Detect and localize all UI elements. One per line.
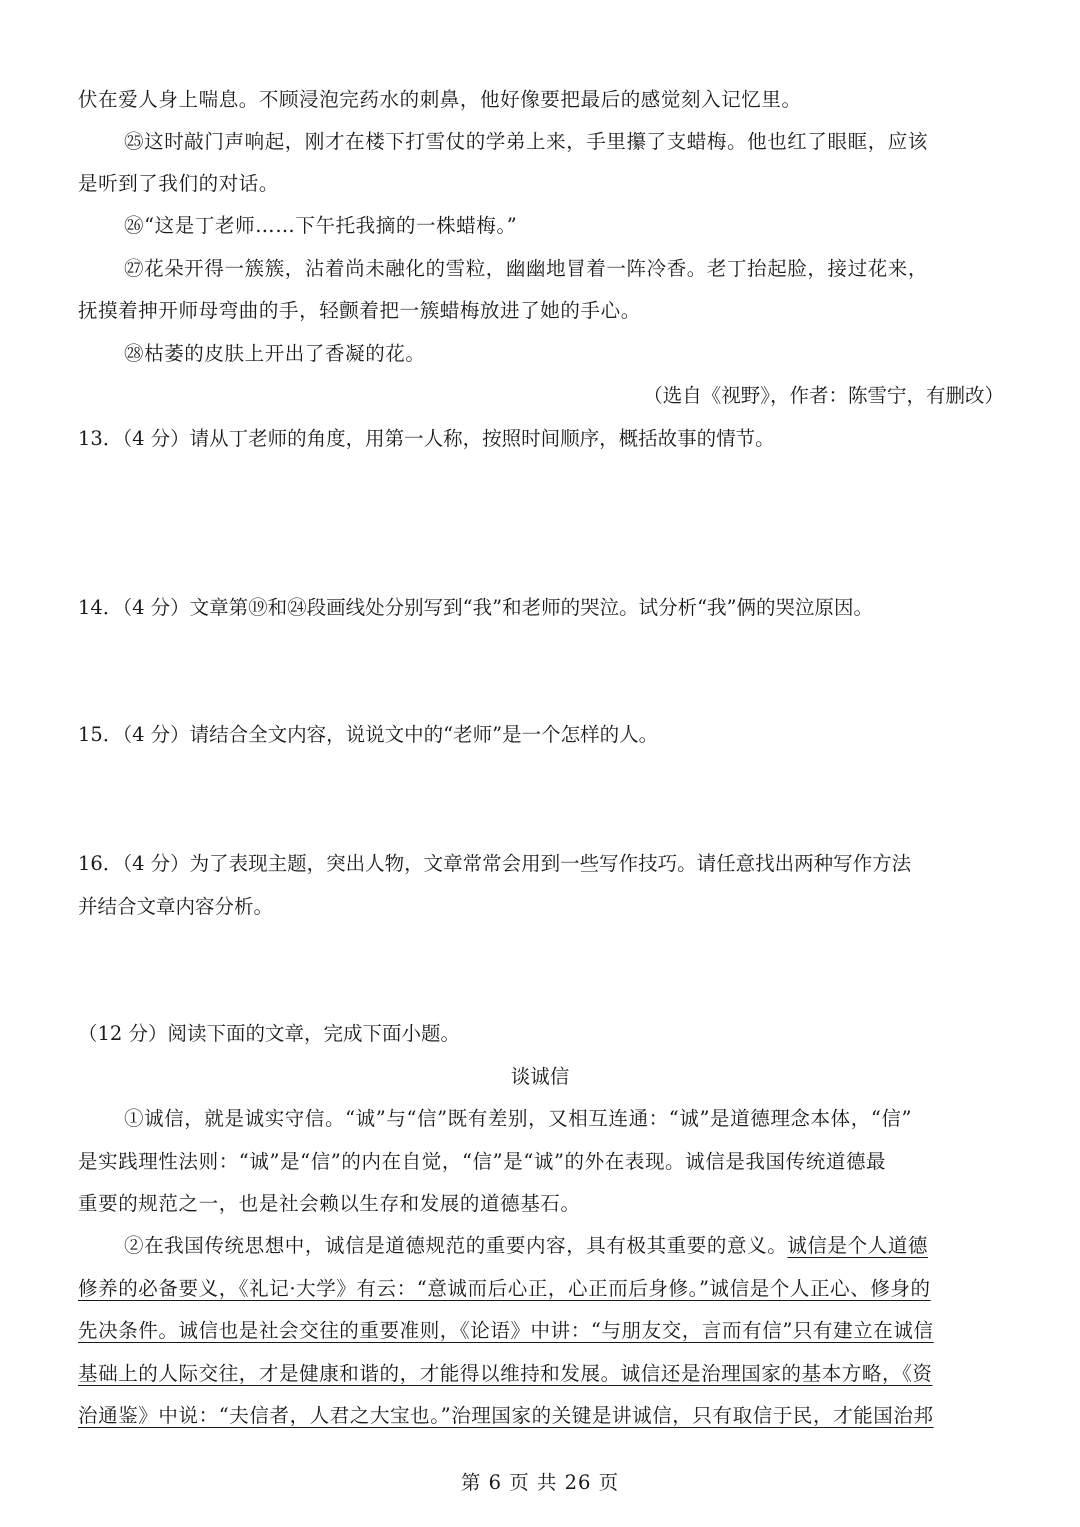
question-16: 16．（4 分）为了表现主题，突出人物，文章常常会用到一些写作技巧。请任意找出两种写作方法 — [78, 852, 912, 875]
story-line-6: 抚摸着抻开师母弯曲的手，轻颤着把一簇蜡梅放进了她的手心。 — [78, 299, 641, 322]
story-line-1: 伏在爱人身上喘息。不顾浸泡完药水的刺鼻，他好像要把最后的感觉刻入记忆里。 — [78, 88, 802, 111]
article-p2-plain: ②在我国传统思想中，诚信是道德规范的重要内容，具有极其重要的意义。 — [124, 1234, 788, 1257]
article-p2-line2: 修养的必备要义，《礼记·大学》有云：“意诚而后心正，心正而后身修。”诚信是个人正心、修身的 — [78, 1277, 931, 1300]
article-p2-line5: 治通鉴》中说：“夫信者，人君之大宝也。”治理国家的关键是讲诚信，只有取信于民，才能国治邦 — [78, 1404, 934, 1427]
story-paragraph-25: ㉕这时敲门声响起，刚才在楼下打雪仗的学弟上来，手里攥了支蜡梅。他也红了眼眶，应该 — [124, 130, 929, 153]
article-title: 谈诚信 — [510, 1065, 570, 1088]
story-paragraph-28: ㉘枯萎的皮肤上开出了香凝的花。 — [124, 342, 426, 365]
story-line-3: 是听到了我们的对话。 — [78, 172, 280, 195]
question-14: 14．（4 分）文章第⑲和㉔段画线处分别写到“我”和老师的哭泣。试分析“我”俩的哭泣原因。 — [78, 596, 874, 619]
article-p2-line1 — [124, 1232, 1004, 1260]
story-source: （选自《视野》，作者：陈雪宁，有删改） — [643, 384, 1004, 407]
section-intro: （12 分）阅读下面的文章，完成下面小题。 — [78, 1022, 461, 1045]
article-p1-line1: ①诚信，就是诚实守信。“诚”与“信”既有差别，又相互连通：“诚”是道德理念本体，“信” — [124, 1107, 913, 1130]
article-p1-line2: 是实践理性法则：“诚”是“信”的内在自觉，“信”是“诚”的外在表现。诚信是我国传统道德最 — [78, 1150, 887, 1173]
article-p1-line3: 重要的规范之一，也是社会赖以生存和发展的道德基石。 — [78, 1192, 581, 1215]
article-p2-line3: 先决条件。诚信也是社会交往的重要准则，《论语》中讲：“与朋友交，言而有信”只有建立在诚信 — [78, 1319, 934, 1342]
question-15: 15．（4 分）请结合全文内容，说说文中的“老师”是一个怎样的人。 — [78, 723, 659, 746]
question-13: 13．（4 分）请从丁老师的角度，用第一人称，按照时间顺序，概括故事的情节。 — [78, 427, 775, 450]
page-footer: 第 6 页 共 26 页 — [460, 1471, 620, 1494]
article-p2-underlined-start: 诚信是个人道德 — [787, 1234, 929, 1257]
story-paragraph-27: ㉗花朵开得一簇簇，沾着尚未融化的雪粒，幽幽地冒着一阵冷香。老丁抬起脸，接过花来， — [124, 257, 929, 280]
article-p2-line4: 基础上的人际交往，才是健康和谐的，才能得以维持和发展。诚信还是治理国家的基本方略，《资 — [78, 1362, 933, 1385]
question-16-line2: 并结合文章内容分析。 — [78, 895, 274, 918]
story-paragraph-26: ㉖“这是丁老师……下午托我摘的一株蜡梅。” — [124, 214, 518, 237]
